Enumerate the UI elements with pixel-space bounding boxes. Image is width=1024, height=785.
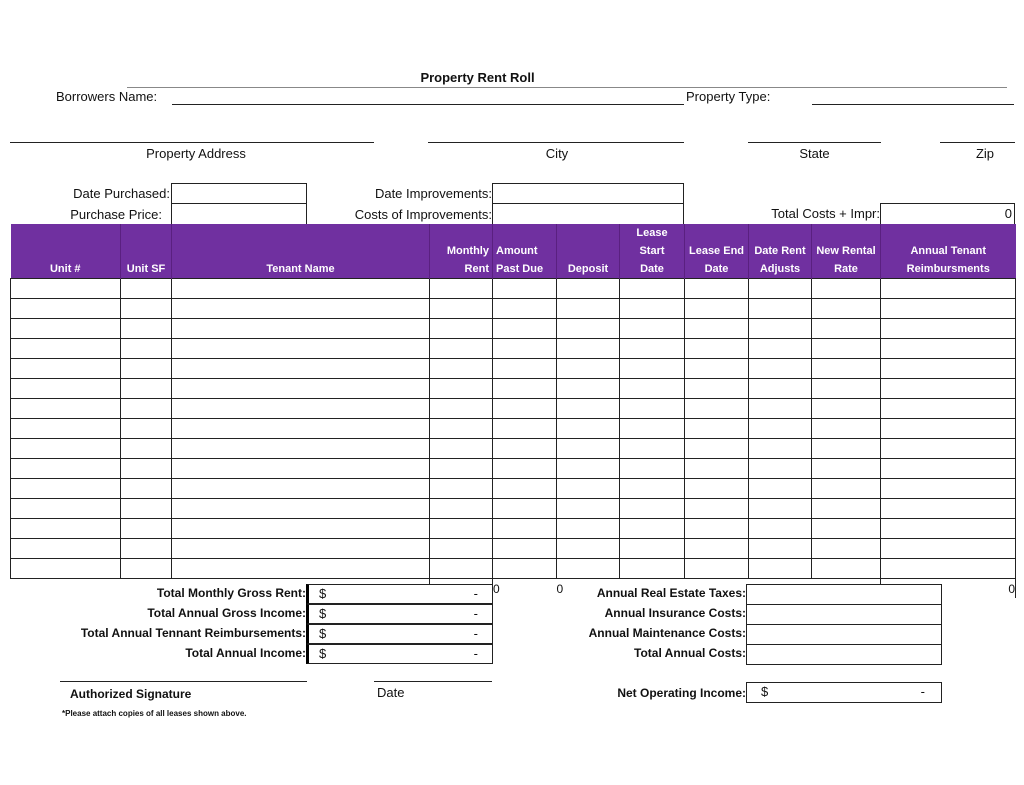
table-cell[interactable]	[620, 299, 685, 319]
table-cell[interactable]	[430, 459, 493, 479]
table-cell[interactable]	[493, 359, 557, 379]
table-cell[interactable]	[557, 519, 620, 539]
column-header-line1	[560, 242, 616, 260]
table-cell[interactable]	[430, 439, 493, 459]
currency-symbol: $	[319, 626, 327, 641]
table-cell[interactable]	[430, 499, 493, 519]
title-underline	[127, 87, 1007, 88]
table-cell[interactable]	[121, 559, 172, 579]
column-header	[121, 224, 172, 279]
table-cell[interactable]	[121, 499, 172, 519]
column-header	[881, 224, 1016, 279]
table-cell[interactable]	[749, 299, 812, 319]
column-header-line1	[14, 242, 118, 260]
column-header-line2: Adjusts	[759, 263, 801, 275]
table-cell[interactable]	[430, 479, 493, 499]
table-cell[interactable]	[121, 539, 172, 559]
table-cell[interactable]	[557, 499, 620, 519]
column-header	[620, 224, 685, 279]
table-cell[interactable]	[620, 499, 685, 519]
purchase-price-label: Purchase Price:	[70, 207, 162, 222]
table-row	[11, 339, 1016, 359]
table-cell[interactable]	[685, 399, 749, 419]
table-cell[interactable]	[11, 339, 121, 359]
table-cell[interactable]	[812, 399, 881, 419]
table-cell[interactable]	[11, 379, 121, 399]
table-cell[interactable]	[685, 379, 749, 399]
property-type-field[interactable]	[812, 104, 1014, 105]
income-summary-value: -	[473, 626, 478, 641]
table-cell[interactable]	[685, 559, 749, 579]
table-cell[interactable]	[493, 559, 557, 579]
cost-summary-label: Annual Maintenance Costs:	[588, 626, 746, 640]
date-improvements-label: Date Improvements:	[374, 186, 492, 201]
table-cell[interactable]	[11, 439, 121, 459]
table-cell[interactable]	[172, 299, 430, 319]
total-amount-past-due: 0	[493, 579, 557, 599]
currency-symbol: $	[319, 586, 327, 601]
table-row	[11, 399, 1016, 419]
table-cell[interactable]	[812, 359, 881, 379]
column-header-line1	[124, 242, 168, 260]
table-cell[interactable]	[172, 339, 430, 359]
currency-symbol: $	[319, 606, 327, 621]
property-address-field[interactable]	[10, 142, 374, 143]
cost-summary-label: Annual Real Estate Taxes:	[596, 586, 746, 600]
table-cell[interactable]	[749, 359, 812, 379]
cost-summary-field[interactable]	[746, 604, 942, 625]
table-cell[interactable]	[749, 279, 812, 299]
total-deposit: 0	[556, 581, 564, 596]
table-cell[interactable]	[493, 479, 557, 499]
income-summary-value: -	[473, 606, 478, 621]
table-cell[interactable]	[749, 399, 812, 419]
table-cell[interactable]	[172, 539, 430, 559]
table-cell[interactable]	[881, 279, 1016, 299]
table-cell[interactable]	[493, 499, 557, 519]
table-cell[interactable]	[749, 519, 812, 539]
table-cell[interactable]	[749, 499, 812, 519]
column-header	[493, 224, 557, 279]
table-cell[interactable]	[881, 559, 1016, 579]
table-cell[interactable]	[430, 319, 493, 339]
page-title: Property Rent Roll	[420, 70, 535, 85]
table-cell[interactable]	[121, 399, 172, 419]
table-cell[interactable]	[172, 419, 430, 439]
table-cell[interactable]	[557, 459, 620, 479]
table-row	[11, 299, 1016, 319]
table-header-row	[11, 224, 1016, 279]
table-cell[interactable]	[881, 319, 1016, 339]
total-costs-label: Total Costs + Impr:	[771, 206, 880, 221]
currency-symbol: $	[319, 646, 327, 661]
table-cell[interactable]	[430, 359, 493, 379]
column-header-line2: Past Due	[496, 263, 544, 275]
table-cell[interactable]	[685, 419, 749, 439]
column-header-line2: Rate	[834, 263, 858, 275]
table-cell[interactable]	[881, 459, 1016, 479]
table-cell[interactable]	[557, 399, 620, 419]
table-cell[interactable]	[620, 399, 685, 419]
table-cell[interactable]	[557, 299, 620, 319]
income-summary-value-box[interactable]	[306, 604, 493, 624]
table-cell[interactable]	[11, 299, 121, 319]
table-cell[interactable]	[557, 319, 620, 339]
income-summary-value: -	[473, 586, 478, 601]
table-cell[interactable]	[812, 419, 881, 439]
table-cell[interactable]	[812, 299, 881, 319]
signature-date-line[interactable]	[374, 681, 492, 682]
table-cell[interactable]	[172, 559, 430, 579]
table-cell[interactable]	[685, 359, 749, 379]
table-cell[interactable]	[11, 279, 121, 299]
table-cell[interactable]	[749, 439, 812, 459]
leases-note: *Please attach copies of all leases shown above.	[62, 709, 247, 718]
table-cell[interactable]	[685, 339, 749, 359]
purchase-price-field[interactable]	[171, 203, 307, 225]
table-cell[interactable]	[11, 399, 121, 419]
table-cell[interactable]	[881, 379, 1016, 399]
table-cell[interactable]	[172, 439, 430, 459]
table-cell[interactable]	[11, 539, 121, 559]
column-header-line1: Date Rent	[754, 245, 806, 257]
table-cell[interactable]	[493, 439, 557, 459]
column-header-line1	[175, 242, 426, 260]
column-header-line2: Unit SF	[126, 263, 166, 275]
table-cell[interactable]	[493, 519, 557, 539]
table-cell[interactable]	[749, 379, 812, 399]
table-cell[interactable]	[430, 539, 493, 559]
cost-summary-label: Total Annual Costs:	[634, 646, 746, 660]
table-cell[interactable]	[812, 559, 881, 579]
table-cell[interactable]	[881, 539, 1016, 559]
table-cell[interactable]	[430, 399, 493, 419]
table-cell[interactable]	[881, 479, 1016, 499]
noi-currency: $	[761, 684, 769, 699]
table-cell[interactable]	[430, 279, 493, 299]
table-cell[interactable]	[881, 339, 1016, 359]
table-cell[interactable]	[685, 539, 749, 559]
table-cell[interactable]	[749, 539, 812, 559]
signature-line[interactable]	[60, 681, 307, 682]
table-cell[interactable]	[172, 319, 430, 339]
table-cell[interactable]	[557, 539, 620, 559]
table-cell[interactable]	[557, 479, 620, 499]
table-cell[interactable]	[812, 459, 881, 479]
state-label: State	[799, 146, 830, 161]
table-cell[interactable]	[620, 319, 685, 339]
table-cell[interactable]	[11, 319, 121, 339]
table-cell[interactable]	[881, 299, 1016, 319]
table-cell[interactable]	[121, 279, 172, 299]
table-cell[interactable]	[172, 519, 430, 539]
noi-value-box	[746, 682, 942, 703]
table-cell[interactable]	[430, 339, 493, 359]
borrowers-name-label: Borrowers Name:	[56, 89, 158, 104]
table-row	[11, 439, 1016, 459]
table-cell[interactable]	[430, 419, 493, 439]
table-cell[interactable]	[11, 519, 121, 539]
cost-summary-field[interactable]	[746, 584, 942, 605]
table-cell[interactable]	[685, 439, 749, 459]
table-cell[interactable]	[11, 559, 121, 579]
table-row	[11, 379, 1016, 399]
table-cell[interactable]	[493, 319, 557, 339]
table-cell[interactable]	[557, 339, 620, 359]
costs-improvements-field[interactable]	[492, 203, 684, 225]
table-cell[interactable]	[812, 379, 881, 399]
costs-improvements-label: Costs of Improvements:	[354, 207, 492, 222]
table-cell[interactable]	[620, 539, 685, 559]
table-cell[interactable]	[493, 299, 557, 319]
table-cell[interactable]	[881, 519, 1016, 539]
table-cell[interactable]	[685, 519, 749, 539]
table-cell[interactable]	[620, 279, 685, 299]
column-header	[557, 224, 620, 279]
table-cell[interactable]	[121, 419, 172, 439]
table-cell[interactable]	[620, 439, 685, 459]
table-cell[interactable]	[172, 459, 430, 479]
table-cell[interactable]	[172, 479, 430, 499]
table-cell[interactable]	[685, 479, 749, 499]
column-header-line1: Monthly	[446, 245, 489, 257]
total-costs-value: 0	[880, 203, 1015, 225]
table-cell[interactable]	[685, 319, 749, 339]
noi-value: -	[920, 684, 925, 699]
table-cell[interactable]	[11, 359, 121, 379]
table-cell[interactable]	[11, 499, 121, 519]
state-field[interactable]	[748, 142, 881, 143]
table-row	[11, 559, 1016, 579]
table-row	[11, 359, 1016, 379]
column-header-line2: Date	[704, 263, 729, 275]
table-cell[interactable]	[557, 559, 620, 579]
table-cell[interactable]	[685, 279, 749, 299]
table-cell[interactable]	[557, 439, 620, 459]
total-annual-reimbursements: 0	[881, 579, 1016, 599]
table-cell[interactable]	[430, 299, 493, 319]
table-cell[interactable]	[493, 419, 557, 439]
table-row	[11, 459, 1016, 479]
table-cell[interactable]	[11, 459, 121, 479]
table-cell[interactable]	[685, 499, 749, 519]
table-cell[interactable]	[557, 379, 620, 399]
table-cell[interactable]	[620, 459, 685, 479]
table-cell[interactable]	[620, 359, 685, 379]
table-cell[interactable]	[493, 399, 557, 419]
table-cell[interactable]	[11, 479, 121, 499]
table-cell[interactable]	[121, 339, 172, 359]
income-summary-value-box[interactable]	[306, 584, 493, 604]
table-row	[11, 519, 1016, 539]
table-cell[interactable]	[493, 279, 557, 299]
signature-label: Authorized Signature	[70, 687, 192, 701]
column-header-line2: Tenant Name	[266, 263, 335, 275]
column-header	[812, 224, 881, 279]
date-purchased-field[interactable]	[171, 183, 307, 204]
column-header-line1: New Rental	[816, 245, 876, 257]
table-cell[interactable]	[881, 439, 1016, 459]
table-cell[interactable]	[121, 319, 172, 339]
table-cell[interactable]	[749, 419, 812, 439]
income-summary-value-box[interactable]	[306, 624, 493, 644]
table-cell[interactable]	[881, 419, 1016, 439]
table-cell[interactable]	[685, 299, 749, 319]
city-field[interactable]	[428, 142, 684, 143]
income-summary-label: Total Annual Income:	[185, 646, 306, 660]
table-cell[interactable]	[812, 539, 881, 559]
table-cell[interactable]	[620, 339, 685, 359]
table-cell[interactable]	[11, 419, 121, 439]
table-cell[interactable]	[172, 379, 430, 399]
table-cell[interactable]	[881, 499, 1016, 519]
table-cell[interactable]	[121, 359, 172, 379]
column-header-line1: Amount	[496, 245, 538, 257]
table-cell[interactable]	[812, 319, 881, 339]
noi-label: Net Operating Income:	[617, 686, 746, 700]
table-cell[interactable]	[493, 459, 557, 479]
column-header-line2: Rent	[464, 263, 489, 275]
cost-summary-field[interactable]	[746, 644, 942, 665]
column-header	[172, 224, 430, 279]
table-cell[interactable]	[121, 299, 172, 319]
table-cell[interactable]	[557, 359, 620, 379]
income-summary-label: Total Annual Tennant Reimbursements:	[80, 626, 306, 640]
table-cell[interactable]	[172, 399, 430, 419]
table-row	[11, 279, 1016, 299]
table-cell[interactable]	[881, 359, 1016, 379]
column-header-line2: Date	[640, 263, 664, 275]
table-cell[interactable]	[749, 559, 812, 579]
table-cell[interactable]	[749, 459, 812, 479]
table-cell[interactable]	[557, 279, 620, 299]
table-row	[11, 499, 1016, 519]
table-cell[interactable]	[812, 339, 881, 359]
table-cell[interactable]	[493, 539, 557, 559]
column-header	[11, 224, 121, 279]
cost-summary-field[interactable]	[746, 624, 942, 645]
table-cell[interactable]	[881, 399, 1016, 419]
income-summary-value-box[interactable]	[306, 644, 493, 664]
income-summary-value: -	[473, 646, 478, 661]
table-cell[interactable]	[620, 419, 685, 439]
table-cell[interactable]	[812, 279, 881, 299]
table-cell[interactable]	[493, 379, 557, 399]
column-header	[749, 224, 812, 279]
table-row	[11, 539, 1016, 559]
table-cell[interactable]	[121, 439, 172, 459]
zip-label: Zip	[975, 146, 995, 161]
table-cell[interactable]	[749, 479, 812, 499]
table-cell[interactable]	[812, 499, 881, 519]
rent-roll-table	[10, 224, 1016, 598]
table-cell[interactable]	[430, 559, 493, 579]
table-cell[interactable]	[557, 419, 620, 439]
table-cell[interactable]	[121, 479, 172, 499]
table-cell[interactable]	[430, 379, 493, 399]
borrowers-name-field[interactable]	[172, 104, 684, 105]
property-address-label: Property Address	[146, 146, 246, 161]
zip-field[interactable]	[940, 142, 1015, 143]
property-type-label: Property Type:	[686, 89, 771, 104]
column-header	[430, 224, 493, 279]
table-cell[interactable]	[121, 519, 172, 539]
column-header-line2: Deposit	[567, 263, 609, 275]
column-header-line2: Reimbursments	[906, 263, 990, 275]
date-improvements-field[interactable]	[492, 183, 684, 204]
column-header-line1: Lease End	[688, 245, 745, 257]
table-cell[interactable]	[812, 439, 881, 459]
table-cell[interactable]	[620, 519, 685, 539]
income-summary-label: Total Monthly Gross Rent:	[156, 586, 306, 600]
date-purchased-label: Date Purchased:	[73, 186, 170, 201]
table-cell[interactable]	[172, 279, 430, 299]
table-cell[interactable]	[620, 559, 685, 579]
table-cell[interactable]	[685, 459, 749, 479]
column-header	[685, 224, 749, 279]
table-cell[interactable]	[620, 479, 685, 499]
table-cell[interactable]	[172, 499, 430, 519]
table-row	[11, 479, 1016, 499]
column-header-line1: Annual Tenant	[910, 245, 987, 257]
table-cell[interactable]	[121, 459, 172, 479]
table-cell[interactable]	[812, 479, 881, 499]
table-cell[interactable]	[172, 359, 430, 379]
table-cell[interactable]	[620, 379, 685, 399]
table-row	[11, 419, 1016, 439]
table-cell[interactable]	[430, 519, 493, 539]
table-cell[interactable]	[812, 519, 881, 539]
income-summary-label: Total Annual Gross Income:	[147, 606, 306, 620]
column-header-line2: Unit #	[49, 263, 81, 275]
table-cell[interactable]	[749, 319, 812, 339]
cost-summary-label: Annual Insurance Costs:	[604, 606, 746, 620]
table-row	[11, 319, 1016, 339]
table-cell[interactable]	[493, 339, 557, 359]
table-cell[interactable]	[121, 379, 172, 399]
city-label: City	[545, 146, 569, 161]
signature-date-label: Date	[377, 685, 405, 700]
column-header-line1: Lease Start	[636, 227, 668, 257]
table-cell[interactable]	[749, 339, 812, 359]
